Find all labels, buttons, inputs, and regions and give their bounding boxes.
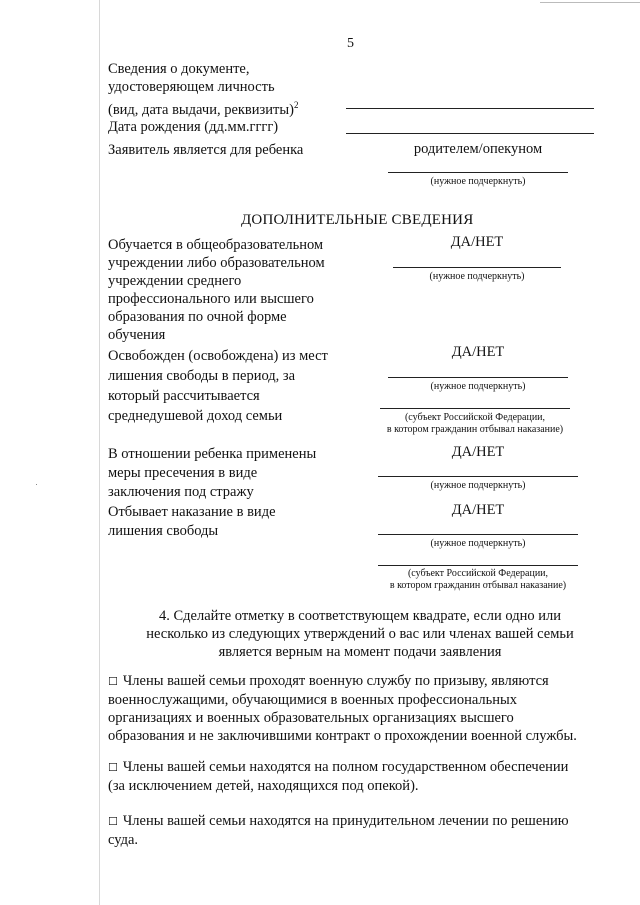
studies-label-line: профессионального или высшего xyxy=(108,291,314,307)
released-fill-line[interactable] xyxy=(388,377,568,378)
released-label xyxy=(108,346,328,426)
released-subject-hint xyxy=(360,412,590,436)
item-text-line: образования и не заключившими контракт о прохождении военной службы. xyxy=(108,728,577,744)
released-hint: (нужное подчеркнуть) xyxy=(430,381,526,392)
serving-value[interactable]: ДА/НЕТ xyxy=(451,502,505,518)
scan-speck xyxy=(36,484,37,485)
serving-label xyxy=(108,503,276,541)
document-label-line: удостоверяющем личность xyxy=(108,79,275,95)
studies-label-line: образования по очной форме xyxy=(108,309,287,325)
released-label-line: который рассчитывается xyxy=(108,388,260,404)
section4-item-military xyxy=(108,672,606,745)
custody-value[interactable]: ДА/НЕТ xyxy=(451,444,505,460)
scan-top-line xyxy=(540,2,640,3)
document-label-line: Сведения о документе, xyxy=(108,61,250,77)
released-value[interactable]: ДА/НЕТ xyxy=(451,344,505,360)
section4-intro xyxy=(140,607,580,661)
applicant-fill-line[interactable] xyxy=(388,172,568,173)
section4-item-state-support xyxy=(108,758,606,795)
serving-fill-line[interactable] xyxy=(378,534,578,535)
section4-intro-line: 4. Сделайте отметку в соответствующем квадрате, если одно или xyxy=(158,608,562,624)
studies-label-line: обучения xyxy=(108,327,166,343)
applicant-value[interactable]: родителем/опекуном xyxy=(413,141,543,157)
footnote-marker: 2 xyxy=(293,100,299,110)
item-text-line: суда. xyxy=(108,832,139,848)
additional-heading: ДОПОЛНИТЕЛЬНЫЕ СВЕДЕНИЯ xyxy=(241,212,474,228)
custody-label-line: заключения под стражу xyxy=(108,484,254,500)
studies-label xyxy=(108,236,325,344)
subject-hint-line: в котором гражданин отбывал наказание) xyxy=(389,580,567,591)
document-fill-line[interactable] xyxy=(346,108,594,109)
applicant-hint: (нужное подчеркнуть) xyxy=(430,176,526,187)
checkbox[interactable]: ☐ xyxy=(108,761,118,774)
subject-hint-line: (субъект Российской Федерации, xyxy=(407,568,549,579)
item-text-line: военнослужащими, обучающимися в военных профессиональных xyxy=(108,692,517,708)
section4-intro-line: является верным на момент подачи заявления xyxy=(218,644,502,660)
studies-label-line: Обучается в общеобразовательном xyxy=(108,237,324,253)
applicant-label: Заявитель является для ребенка xyxy=(108,142,304,158)
item-text-line: Члены вашей семьи находятся на полном государственном обеспечении xyxy=(122,759,569,775)
item-text-line: Члены вашей семьи находятся на принудительном лечении по решению xyxy=(122,813,569,829)
document-label xyxy=(108,60,298,119)
released-label-line: Освобожден (освобождена) из мест xyxy=(108,348,328,364)
studies-hint: (нужное подчеркнуть) xyxy=(429,271,525,282)
document-label-line: (вид, дата выдачи, реквизиты) xyxy=(108,101,294,118)
studies-value[interactable]: ДА/НЕТ xyxy=(450,234,504,250)
custody-label-line: меры пресечения в виде xyxy=(108,465,258,481)
section4-item-treatment xyxy=(108,812,606,849)
serving-subject-line[interactable] xyxy=(378,565,578,566)
section4-intro-line: несколько из следующих утверждений о вас или членах вашей семьи xyxy=(146,626,574,642)
serving-label-line: лишения свободы xyxy=(108,523,219,539)
item-text-line: Члены вашей семьи проходят военную службу по призыву, являются xyxy=(122,673,549,689)
subject-hint-line: в котором гражданин отбывал наказание) xyxy=(386,424,564,435)
serving-hint: (нужное подчеркнуть) xyxy=(430,538,526,549)
item-text-line: (за исключением детей, находящихся под опекой). xyxy=(108,778,419,794)
subject-hint-line: (субъект Российской Федерации, xyxy=(404,412,546,423)
serving-subject-hint xyxy=(360,568,596,592)
scan-edge-line xyxy=(99,0,100,905)
item-text-line: организациях и военных образовательных организациях высшего xyxy=(108,710,514,726)
custody-label xyxy=(108,445,316,502)
birth-date-label: Дата рождения (дд.мм.гггг) xyxy=(108,119,279,135)
studies-label-line: учреждении либо образовательном xyxy=(108,255,325,271)
serving-label-line: Отбывает наказание в виде xyxy=(108,504,276,520)
studies-label-line: учреждении среднего xyxy=(108,273,242,289)
custody-label-line: В отношении ребенка применены xyxy=(108,446,317,462)
released-label-line: среднедушевой доход семьи xyxy=(108,408,283,424)
page-number: 5 xyxy=(347,36,354,51)
released-subject-line[interactable] xyxy=(380,408,570,409)
custody-hint: (нужное подчеркнуть) xyxy=(430,480,526,491)
custody-fill-line[interactable] xyxy=(378,476,578,477)
birth-date-fill-line[interactable] xyxy=(346,133,594,134)
checkbox[interactable]: ☐ xyxy=(108,675,118,688)
checkbox[interactable]: ☐ xyxy=(108,815,118,828)
released-label-line: лишения свободы в период, за xyxy=(108,368,296,384)
studies-fill-line[interactable] xyxy=(393,267,561,268)
